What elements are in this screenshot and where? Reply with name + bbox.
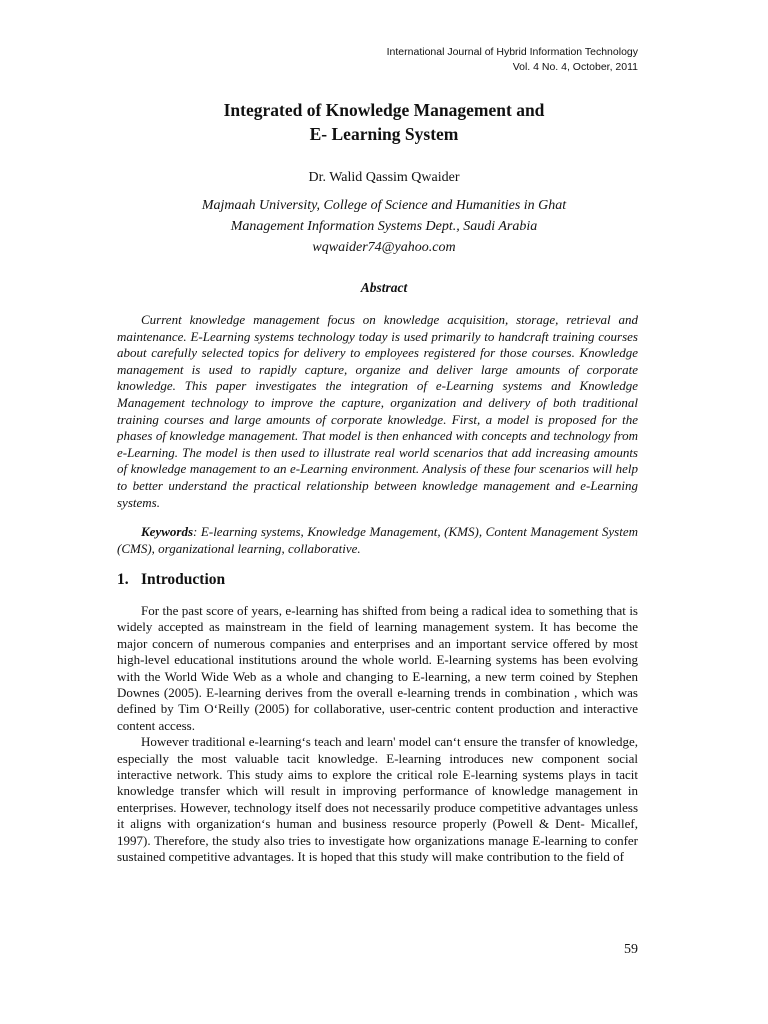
journal-header [387, 45, 638, 75]
section-heading [117, 571, 225, 589]
keywords-label: Keywords [141, 524, 193, 539]
title-line-2: E- Learning System [309, 124, 459, 144]
affiliation-line-2: Management Information Systems Dept., Saudi Arabia [230, 219, 538, 234]
intro-paragraph-1: For the past score of years, e-learning has shifted from being a radical idea to something that is widely accepted as mainstream in the field of learning management system. It has become the major concern of numerous companies and enterprises and an important service offered by most high-level educational institutions around the whole world. E-learning systems has been evolving with the World Wide Web as a whole and changing to E-learning, a new term coined by Stephen Downes (2005). E-learning derives from the overall e-learning trends in combination , which was defined by Tim O‘Reilly (2005) for collaborative, user-centric content production and interactive content access. [117, 603, 638, 733]
author-name: Dr. Walid Qassim Qwaider [308, 170, 460, 185]
journal-name: International Journal of Hybrid Information Technology [386, 46, 638, 58]
keywords [117, 524, 638, 557]
introduction-body [117, 603, 638, 866]
abstract-heading: Abstract [360, 280, 408, 295]
keywords-text: : E-learning systems, Knowledge Management, (KMS), Content Management System (CMS), organizational learning, collaborative. [117, 524, 638, 556]
paper-title [0, 98, 768, 146]
affiliation-line-1: Majmaah University, College of Science and Humanities in Ghat [201, 198, 567, 213]
title-line-1: Integrated of Knowledge Management and [223, 100, 545, 120]
section-title: Introduction [141, 571, 226, 588]
author-affiliation [0, 195, 768, 258]
page-number: 59 [624, 942, 638, 957]
intro-paragraph-2: However traditional e-learning‘s teach and learn' model can‘t ensure the transfer of knowledge, especially the most valuable tacit knowledge. E-learning introduces new component social interactive network. This study aims to explore the critical role E-learning systems plays in tacit knowledge transfer which will result in improving performance of knowledge management in enterprises. However, technology itself does not necessarily produce competitive advantages unless it aligns with organization‘s human and business resource properly (Powell & Dent- Micallef, 1997). Therefore, the study also tries to investigate how organizations manage E-learning to confer sustained competitive advantages. It is hoped that this study will make contribution to the field of [117, 734, 638, 865]
journal-volume: Vol. 4 No. 4, October, 2011 [512, 61, 638, 73]
author-email: wqwaider74@yahoo.com [312, 240, 456, 255]
abstract-text: Current knowledge management focus on knowledge acquisition, storage, retrieval and maintenance. E-Learning systems technology today is used primarily to handcraft training courses about carefully selected topics for delivery to employees registered for those courses. Knowledge management is used to rapidly capture, organize and deliver large amounts of corporate knowledge. This paper investigates the integration of e-Learning systems and Knowledge Management technology to improve the capture, organization and delivery of both traditional training courses and large amounts of corporate knowledge. First, a model is proposed for the phases of knowledge management. That model is then enhanced with concepts and technology from e-Learning. The model is then used to illustrate real world scenarios that add increasing amounts of knowledge management to an e-Learning environment. Analysis of these four scenarios will help to better understand the practical relationship between knowledge management and e-Learning systems. [117, 312, 638, 510]
section-number: 1. [117, 571, 129, 588]
